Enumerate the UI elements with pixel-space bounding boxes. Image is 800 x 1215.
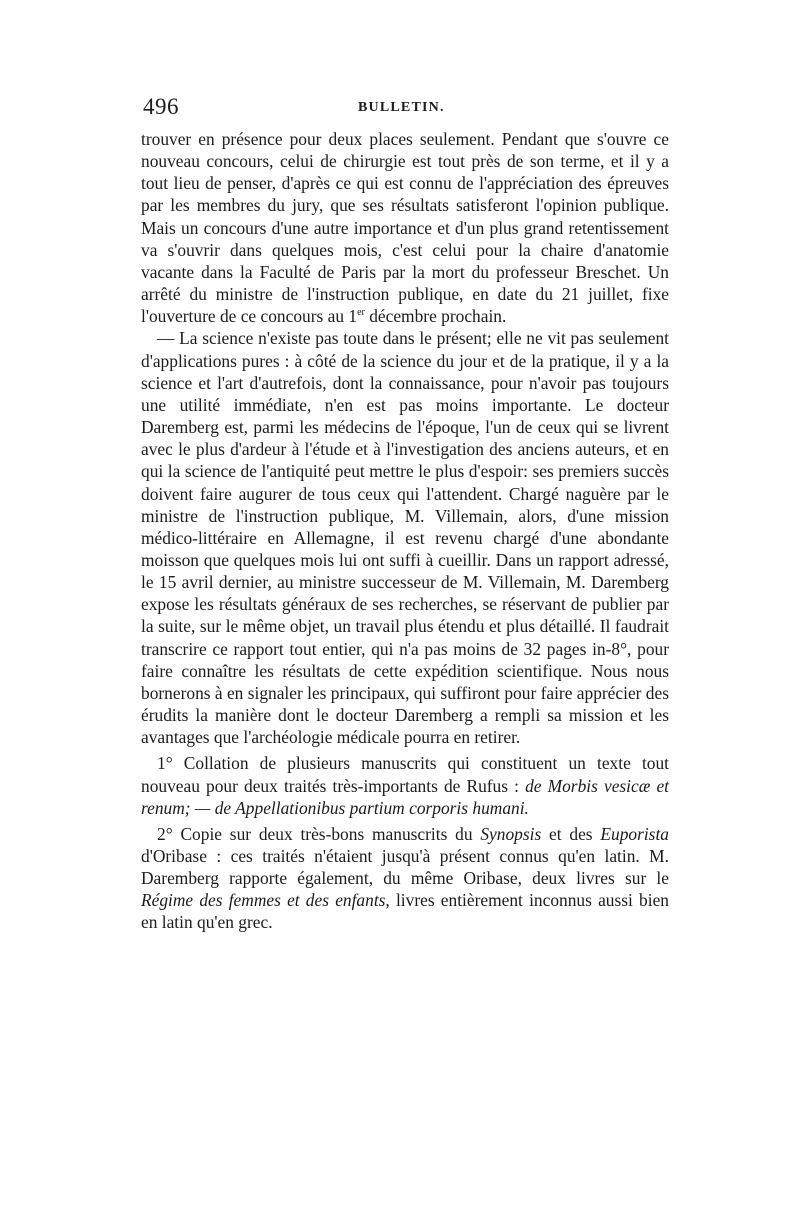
body-text [141, 128, 669, 934]
page-number: 496 [143, 94, 179, 119]
ordinal-superscript: er [357, 307, 365, 319]
list-item-rufus-text: 1° Collation de plusieurs manuscrits qui constituent un texte tout nouveau pour deux traités très-importants de Rufus : [141, 753, 669, 796]
title-regime: Régime des femmes et des enfants, [141, 890, 390, 911]
paragraph-daremberg [141, 327, 669, 748]
list-item-oribase-tail: livres entièrement inconnus aussi bien en latin qu'en grec. [141, 890, 669, 933]
list-item-oribase [141, 823, 669, 934]
list-item-oribase-mid2: d'Oribase : ces traités n'étaient jusqu'à présent connus qu'en latin. M. Daremberg rapporte également, du même Oribase, deux livres sur le [141, 846, 669, 889]
list-item-oribase-lead: 2° Copie sur deux très-bons manuscrits du [157, 823, 481, 844]
paragraph-concours [141, 128, 669, 327]
running-title: BULLETIN. [358, 100, 445, 115]
paragraph-concours-text: trouver en présence pour deux places seulement. Pendant que s'ouvre ce nouveau concours, celui de chirurgie est tout près de son terme, et il y a tout lieu de penser, d'après ce qui est connu de l'appréciation des épreuves par les membres du jury, que ses résultats satisferont l'opinion publique. Mais un concours d'une autre importance et d'un plus grand retentissement va s'ouvrir dans quelques mois, c'est celui pour la chaire d'anatomie vacante dans la Faculté de Paris par la mort du professeur Breschet. Un arrêté du ministre de l'instruction publique, en date du 21 juillet, fixe l'ouverture de ce concours au 1 [141, 129, 669, 327]
title-synopsis: Synopsis [480, 823, 542, 844]
list-item-oribase-mid1: et des [541, 823, 601, 844]
list-item-rufus [141, 752, 669, 818]
list-item-rufus-titles: de Morbis vesicæ et renum; — de Appellationibus partium corporis humani. [141, 775, 670, 818]
paragraph-concours-tail: décembre prochain. [364, 306, 507, 327]
title-euporista: Euporista [600, 823, 669, 844]
running-head [143, 94, 663, 124]
paragraph-daremberg-text: — La science n'existe pas toute dans le présent; elle ne vit pas seulement d'applications pures : à côté de la science du jour et de la pratique, il y a la science et l'art d'autrefois, dont la connaissance, pour n'avoir pas toujours une utilité immédiate, n'en est pas moins importante. Le docteur Daremberg est, parmi les médecins de l'époque, l'un de ceux qui se livrent avec le plus d'ardeur à l'étude et à l'investigation des anciens auteurs, et en qui la science de l'antiquité peut mettre le plus d'espoir: ses premiers succès doivent faire augurer de tous ceux qui l'attendent. Chargé naguère par le ministre de l'instruction publique, M. Villemain, alors, d'une mission médico-littéraire en Allemagne, il est revenu chargé d'une abondante moisson que quelques mois lui ont suffi à cueillir. Dans un rapport adressé, le 15 avril dernier, au ministre successeur de M. Villemain, M. Daremberg expose les résultats généraux de ses recherches, se réservant de publier par la suite, sur le même objet, un travail plus étendu et plus détaillé. Il faudrait transcrire ce rapport tout entier, qui n'a pas moins de 32 pages in-8°, pour faire connaître les résultats de cette expédition scientifique. Nous nous bornerons à en signaler les principaux, qui suffiront pour faire apprécier des érudits la manière dont le docteur Daremberg a rempli sa mission et les avantages que l'archéologie médicale pourra en retirer. [141, 328, 669, 748]
